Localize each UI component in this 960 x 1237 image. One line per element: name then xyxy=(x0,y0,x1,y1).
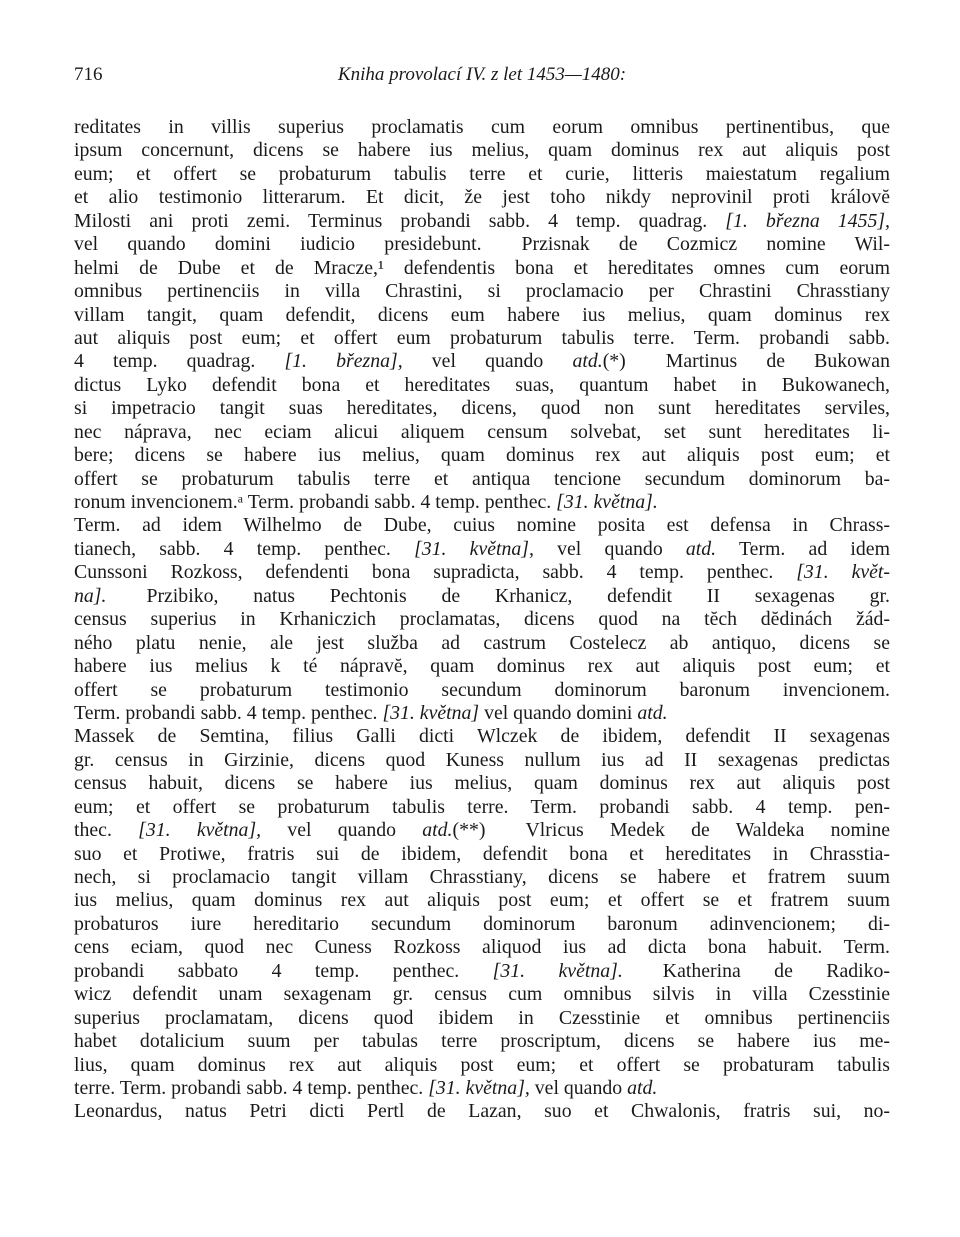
text-line xyxy=(74,796,890,819)
text-segment: vel quando domini iudicio presidebunt. xyxy=(74,233,482,256)
text-segment: offert se probaturum tabulis terre et antiqua tencione secundum dominorum ba- xyxy=(74,467,890,490)
editorial-note: [1. března], xyxy=(284,350,403,373)
text-segment: superius proclamatam, dicens quod ibidem in Czesstinie et omnibus pertinenciis xyxy=(74,1006,890,1029)
text-line xyxy=(74,866,890,889)
text-segment: (**) xyxy=(452,819,486,842)
body-text xyxy=(74,116,890,1124)
text-line xyxy=(74,1007,890,1030)
editorial-note: na]. xyxy=(74,584,107,607)
text-line xyxy=(74,1100,890,1123)
text-line xyxy=(74,983,890,1006)
text-segment: Milosti ani proti zemi. Terminus probandi sabb. 4 temp. quadrag. xyxy=(74,209,726,232)
text-line xyxy=(74,772,890,795)
text-line xyxy=(74,702,890,725)
editorial-note: [1. března 1455], xyxy=(725,209,890,232)
text-line xyxy=(74,280,890,303)
text-line xyxy=(74,655,890,678)
text-segment: vel quando xyxy=(402,350,573,373)
text-segment: eum; et offert se probaturum tabulis terre. Term. probandi sabb. 4 temp. pen- xyxy=(74,795,890,818)
text-line xyxy=(74,210,890,233)
text-segment: Term. probandi sabb. 4 temp. penthec. xyxy=(74,701,383,724)
text-segment: suo et Protiwe, fratris sui de ibidem, defendit bona et hereditates in Chrasstia- xyxy=(74,842,890,865)
page-number: 716 xyxy=(74,64,103,85)
text-line xyxy=(74,725,890,748)
text-line xyxy=(74,608,890,631)
text-line xyxy=(74,186,890,209)
running-title: Kniha provolací IV. z let 1453—1480: xyxy=(337,64,627,85)
editorial-note: [31. května], xyxy=(414,537,534,560)
text-segment: (*) xyxy=(602,350,626,373)
text-line xyxy=(74,350,890,373)
text-segment: lius, quam dominus rex aut aliquis post eum; et offert se probaturam tabulis xyxy=(74,1053,890,1076)
text-segment: Term. ad idem xyxy=(716,537,890,560)
text-segment: ipsum concernunt, dicens se habere ius melius, quam dominus rex aut aliquis post xyxy=(74,139,890,162)
text-segment: ného platu nenie, ale jest služba ad castrum Costelecz ab antiquo, dicens se xyxy=(74,631,890,654)
text-line xyxy=(74,819,890,842)
text-segment: Przibiko, natus Pechtonis de Krhanicz, defendit II sexagenas gr. xyxy=(146,584,890,607)
text-segment: nech, si proclamacio tangit villam Chrasstiany, dicens se habere et fratrem suum xyxy=(74,866,890,888)
text-segment: vel quando xyxy=(261,819,423,842)
editorial-note: atd. xyxy=(572,350,603,373)
text-segment: Cunssoni Rozkoss, defendenti bona supradicta, sabb. 4 temp. penthec. xyxy=(74,561,797,584)
text-segment: nec náprava, nec eciam alicui aliquem censum solvebat, set sunt hereditates li- xyxy=(74,420,890,443)
text-line xyxy=(74,444,890,467)
text-segment: et alio testimonio litterarum. Et dicit, že jest toho nikdy neprovinil proti královĕ xyxy=(74,186,890,209)
text-line xyxy=(74,749,890,772)
text-line xyxy=(74,116,890,139)
text-segment: Katherina de Radiko- xyxy=(662,959,890,982)
text-line xyxy=(74,1030,890,1053)
text-line xyxy=(74,936,890,959)
text-segment: villam tangit, quam defendit, dicens eum habere ius melius, quam dominus rex xyxy=(74,303,890,326)
text-segment: ronum invencionem.ᵃ Term. probandi sabb. 4 temp. penthec. xyxy=(74,491,557,513)
text-segment: Przisnak de Cozmicz nomine Wil- xyxy=(521,233,890,256)
text-segment: si impetracio tangit suas hereditates, dicens, quod non sunt hereditates serviles, xyxy=(74,397,890,420)
editorial-note: [31. května], xyxy=(428,1076,530,1099)
text-line xyxy=(74,257,890,280)
text-segment: probaturos iure hereditario secundum dominorum baronum adinvencionem; di- xyxy=(74,912,890,935)
text-segment: census habuit, dicens se habere ius melius, quam dominus rex aut aliquis post xyxy=(74,772,890,795)
editorial-note: [31. května], xyxy=(138,819,262,842)
text-line xyxy=(74,327,890,350)
editorial-note: atd. xyxy=(422,819,453,842)
text-line xyxy=(74,1054,890,1077)
text-segment: bere; dicens se habere ius melius, quam dominus rex aut aliquis post eum; et xyxy=(74,444,890,467)
text-segment: vel quando domini xyxy=(479,701,638,724)
text-segment: wicz defendit unam sexagenam gr. census cum omnibus silvis in villa Czesstinie xyxy=(74,983,890,1006)
text-line xyxy=(74,889,890,912)
text-segment: cens eciam, quod nec Cuness Rozkoss aliquod ius ad dicta bona habuit. Term. xyxy=(74,936,890,959)
text-line xyxy=(74,561,890,584)
text-line xyxy=(74,491,890,514)
text-line xyxy=(74,468,890,491)
text-line xyxy=(74,632,890,655)
text-segment: Term. ad idem Wilhelmo de Dube, cuius nomine posita est defensa in Chrass- xyxy=(74,514,890,537)
text-segment: gr. census in Girzinie, dicens quod Kuness nullum ius ad II sexagenas predictas xyxy=(74,748,890,771)
text-segment: Massek de Semtina, filius Galli dicti Wlczek de ibidem, defendit II sexagenas xyxy=(74,725,890,748)
text-line xyxy=(74,233,890,256)
text-segment: census superius in Krhaniczich proclamatas, dicens quod na tĕch dĕdinách žád- xyxy=(74,608,890,631)
text-segment: ius melius, quam dominus rex aut aliquis post eum; et offert se et fratrem suum xyxy=(74,889,890,912)
text-line xyxy=(74,374,890,397)
text-line xyxy=(74,679,890,702)
text-line xyxy=(74,1077,890,1100)
text-line xyxy=(74,843,890,866)
text-segment: omnibus pertinenciis in villa Chrastini, si proclamacio per Chrastini Chrasstiany xyxy=(74,280,890,303)
text-line xyxy=(74,397,890,420)
text-line xyxy=(74,514,890,537)
text-segment: 4 temp. quadrag. xyxy=(74,350,285,373)
editorial-note: atd. xyxy=(627,1076,658,1099)
text-segment: terre. Term. probandi sabb. 4 temp. penthec. xyxy=(74,1076,429,1099)
text-segment: vel quando xyxy=(533,537,686,560)
text-segment: Martinus de Bukowan xyxy=(665,350,890,373)
editorial-note: atd. xyxy=(637,701,668,724)
text-segment: vel quando xyxy=(529,1076,628,1099)
text-segment: tianech, sabb. 4 temp. penthec. xyxy=(74,537,415,560)
text-line xyxy=(74,304,890,327)
text-segment: aut aliquis post eum; et offert eum probaturum tabulis terre. Term. probandi sabb. xyxy=(74,326,890,349)
text-segment: offert se probaturum testimonio secundum dominorum baronum invencionem. xyxy=(74,678,890,701)
text-segment: Leonardus, natus Petri dicti Pertl de Lazan, suo et Chwalonis, fratris sui, no- xyxy=(74,1100,890,1123)
page-header xyxy=(74,64,890,88)
text-line xyxy=(74,538,890,561)
text-line xyxy=(74,163,890,186)
text-line xyxy=(74,585,890,608)
text-line xyxy=(74,139,890,162)
text-segment: Vlricus Medek de Waldeka nomine xyxy=(525,819,890,842)
text-segment: reditates in villis superius proclamatis cum eorum omnibus pertinentibus, que xyxy=(74,116,890,138)
editorial-note: [31. květ- xyxy=(796,561,890,584)
editorial-note: [31. května]. xyxy=(556,491,658,513)
editorial-note: atd. xyxy=(685,537,717,560)
editorial-note: [31. května]. xyxy=(492,959,623,982)
text-segment: helmi de Dube et de Mracze,¹ defendentis bona et hereditates omnes cum eorum xyxy=(74,256,890,279)
text-segment: dictus Lyko defendit bona et hereditates suas, quantum habet in Bukowanech, xyxy=(74,373,890,396)
text-line xyxy=(74,960,890,983)
text-segment: thec. xyxy=(74,819,139,842)
editorial-note: [31. května] xyxy=(382,701,480,724)
text-line xyxy=(74,913,890,936)
text-segment: habere ius melius k té nápravĕ, quam dominus rex aut aliquis post eum; et xyxy=(74,655,890,678)
text-line xyxy=(74,421,890,444)
text-segment: eum; et offert se probaturum tabulis terre et curie, litteris maiestatum regalium xyxy=(74,162,890,185)
text-segment: habet dotalicium suum per tabulas terre proscriptum, dicens se habere ius me- xyxy=(74,1030,890,1053)
text-segment: probandi sabbato 4 temp. penthec. xyxy=(74,959,493,982)
